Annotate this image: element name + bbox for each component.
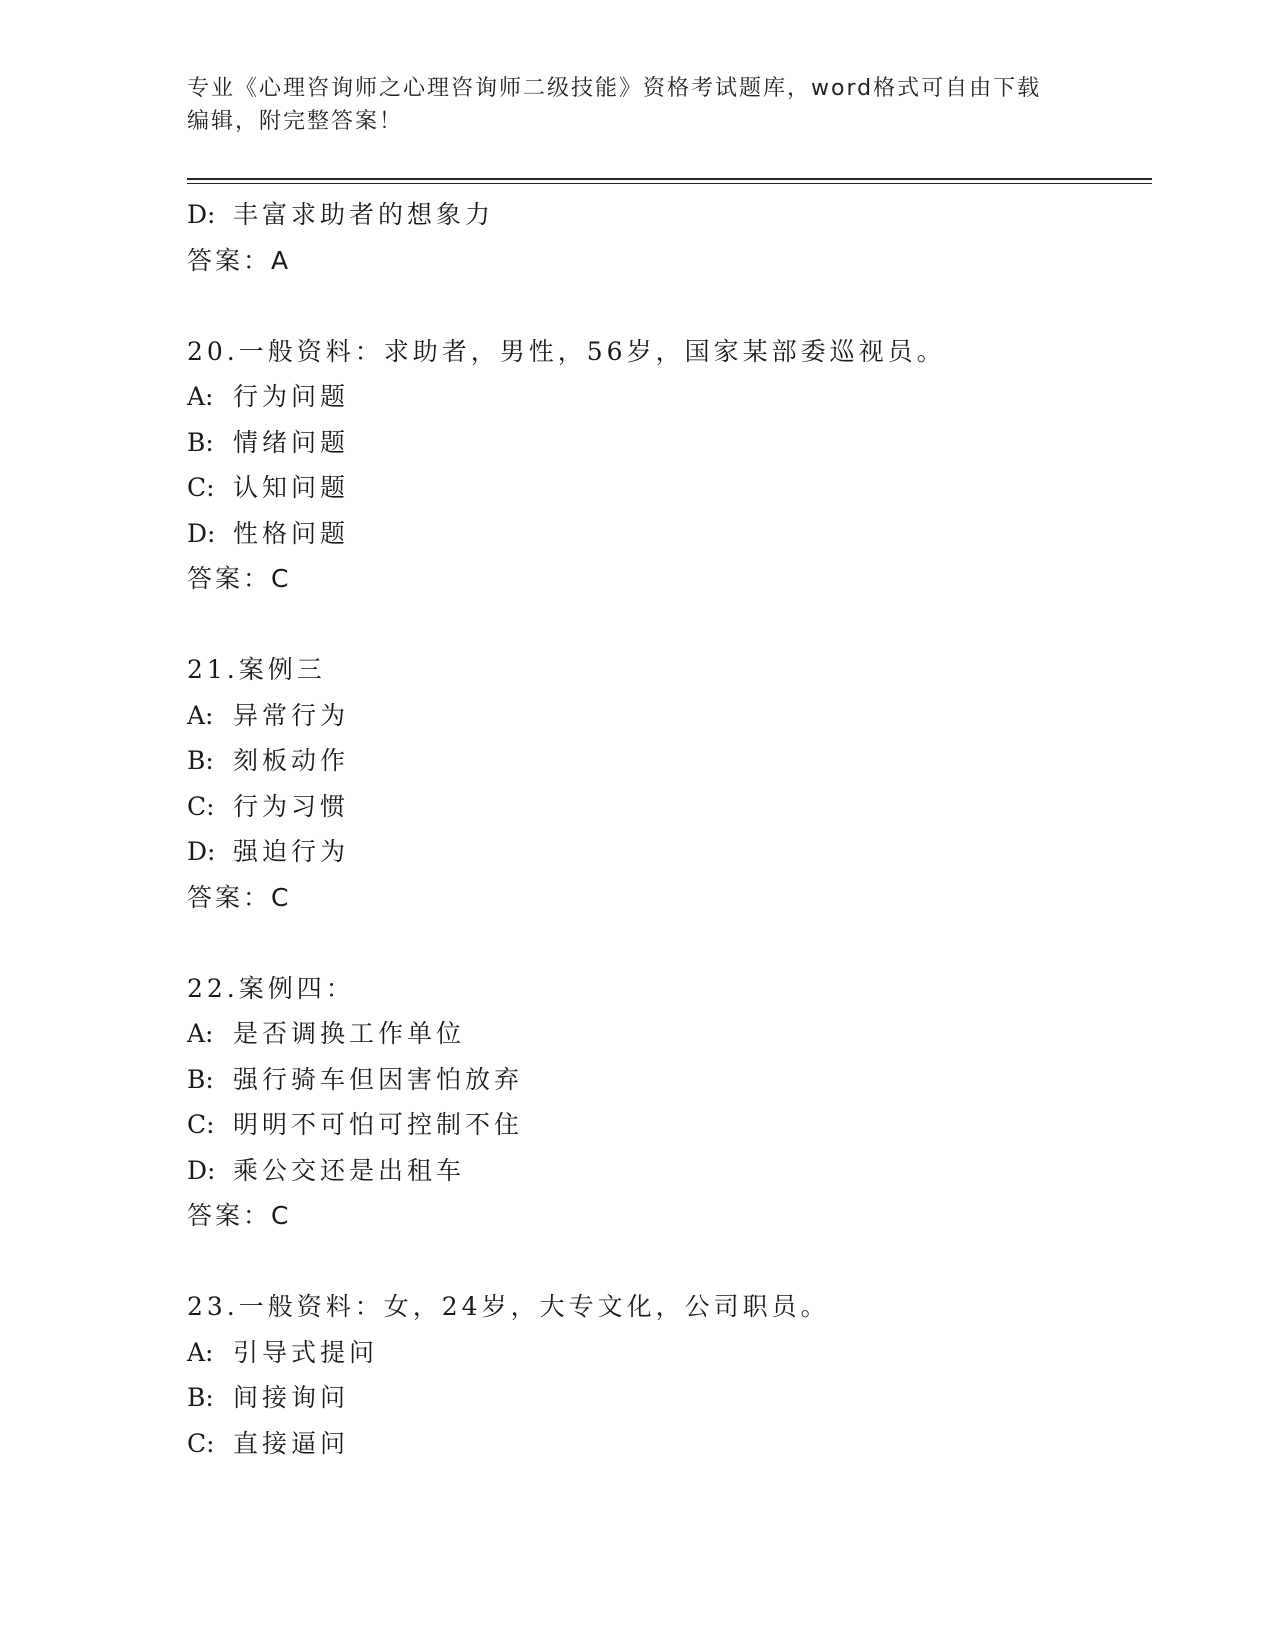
- question-stem: 20.一般资料：求助者，男性，56岁，国家某部委巡视员。: [187, 336, 946, 366]
- answer-line: 答案：C: [187, 882, 292, 912]
- option-line: [187, 693, 1147, 739]
- option-key: A:: [187, 382, 214, 411]
- option-line: [187, 1057, 1147, 1103]
- option-key: D:: [187, 518, 216, 548]
- option-text: 直接逼问: [233, 1428, 350, 1458]
- spacer: [187, 1239, 1147, 1285]
- option-text: 间接询问: [233, 1383, 350, 1412]
- option-key: C:: [187, 1110, 215, 1139]
- option-line: [187, 1011, 1147, 1057]
- option-text: 异常行为: [233, 700, 350, 730]
- option-line: [187, 738, 1147, 784]
- option-key: C:: [187, 791, 215, 821]
- option-key: C:: [187, 1428, 215, 1458]
- option-line: [187, 420, 1147, 466]
- question-stem: 23.一般资料：女，24岁，大专文化，公司职员。: [187, 1292, 830, 1321]
- option-key: A:: [187, 1337, 214, 1367]
- option-key: D:: [187, 837, 216, 866]
- option-line: [187, 465, 1147, 511]
- option-text: 行为习惯: [233, 791, 350, 821]
- option-text: 行为问题: [233, 382, 350, 411]
- option-text: 刻板动作: [233, 746, 350, 775]
- option-key: D:: [187, 200, 216, 229]
- option-line: [187, 829, 1147, 875]
- question-list: [187, 192, 1147, 1466]
- option-text: 情绪问题: [233, 427, 350, 457]
- option-text: 性格问题: [233, 518, 350, 548]
- option-key: B:: [187, 1383, 214, 1412]
- option-key: B:: [187, 746, 214, 775]
- option-line: [187, 1330, 1147, 1376]
- option-line: [187, 1148, 1147, 1194]
- document-header: [187, 72, 1067, 138]
- option-text: 引导式提问: [233, 1337, 379, 1367]
- option-line: [187, 374, 1147, 420]
- spacer: [187, 602, 1147, 648]
- header-line-1: 专业《心理咨询师之心理咨询师二级技能》资格考试题库，word格式可自由下载: [187, 76, 1042, 101]
- option-key: C:: [187, 473, 215, 502]
- option-key: A:: [187, 1019, 214, 1048]
- option-text: 是否调换工作单位: [233, 1019, 466, 1048]
- option-key: B:: [187, 427, 214, 457]
- spacer: [187, 920, 1147, 966]
- header-rule-thin: [187, 183, 1152, 184]
- option-text: 丰富求助者的想象力: [233, 200, 495, 229]
- option-line: [187, 784, 1147, 830]
- option-text: 强行骑车但因害怕放弃: [233, 1064, 524, 1094]
- option-text: 认知问题: [233, 473, 350, 502]
- header-rule-thick: [187, 178, 1152, 180]
- answer-line: 答案：C: [187, 564, 292, 593]
- option-line: [187, 1102, 1147, 1148]
- option-key: B:: [187, 1064, 214, 1094]
- option-line: [187, 1375, 1147, 1421]
- option-line: [187, 511, 1147, 557]
- answer-line: 答案：A: [187, 245, 292, 275]
- option-text: 明明不可怕可控制不住: [233, 1110, 524, 1139]
- option-key: A:: [187, 700, 214, 730]
- option-text: 乘公交还是出租车: [233, 1155, 466, 1185]
- option-line: [187, 1421, 1147, 1467]
- header-line-2: 编辑，附完整答案！: [187, 109, 404, 134]
- option-text: 强迫行为: [233, 837, 350, 866]
- option-key: D:: [187, 1155, 216, 1185]
- question-stem: 22.案例四：: [187, 973, 355, 1003]
- question-stem: 21.案例三: [187, 655, 326, 684]
- option-line: [187, 192, 1147, 238]
- spacer: [187, 283, 1147, 329]
- answer-line: 答案：C: [187, 1201, 292, 1230]
